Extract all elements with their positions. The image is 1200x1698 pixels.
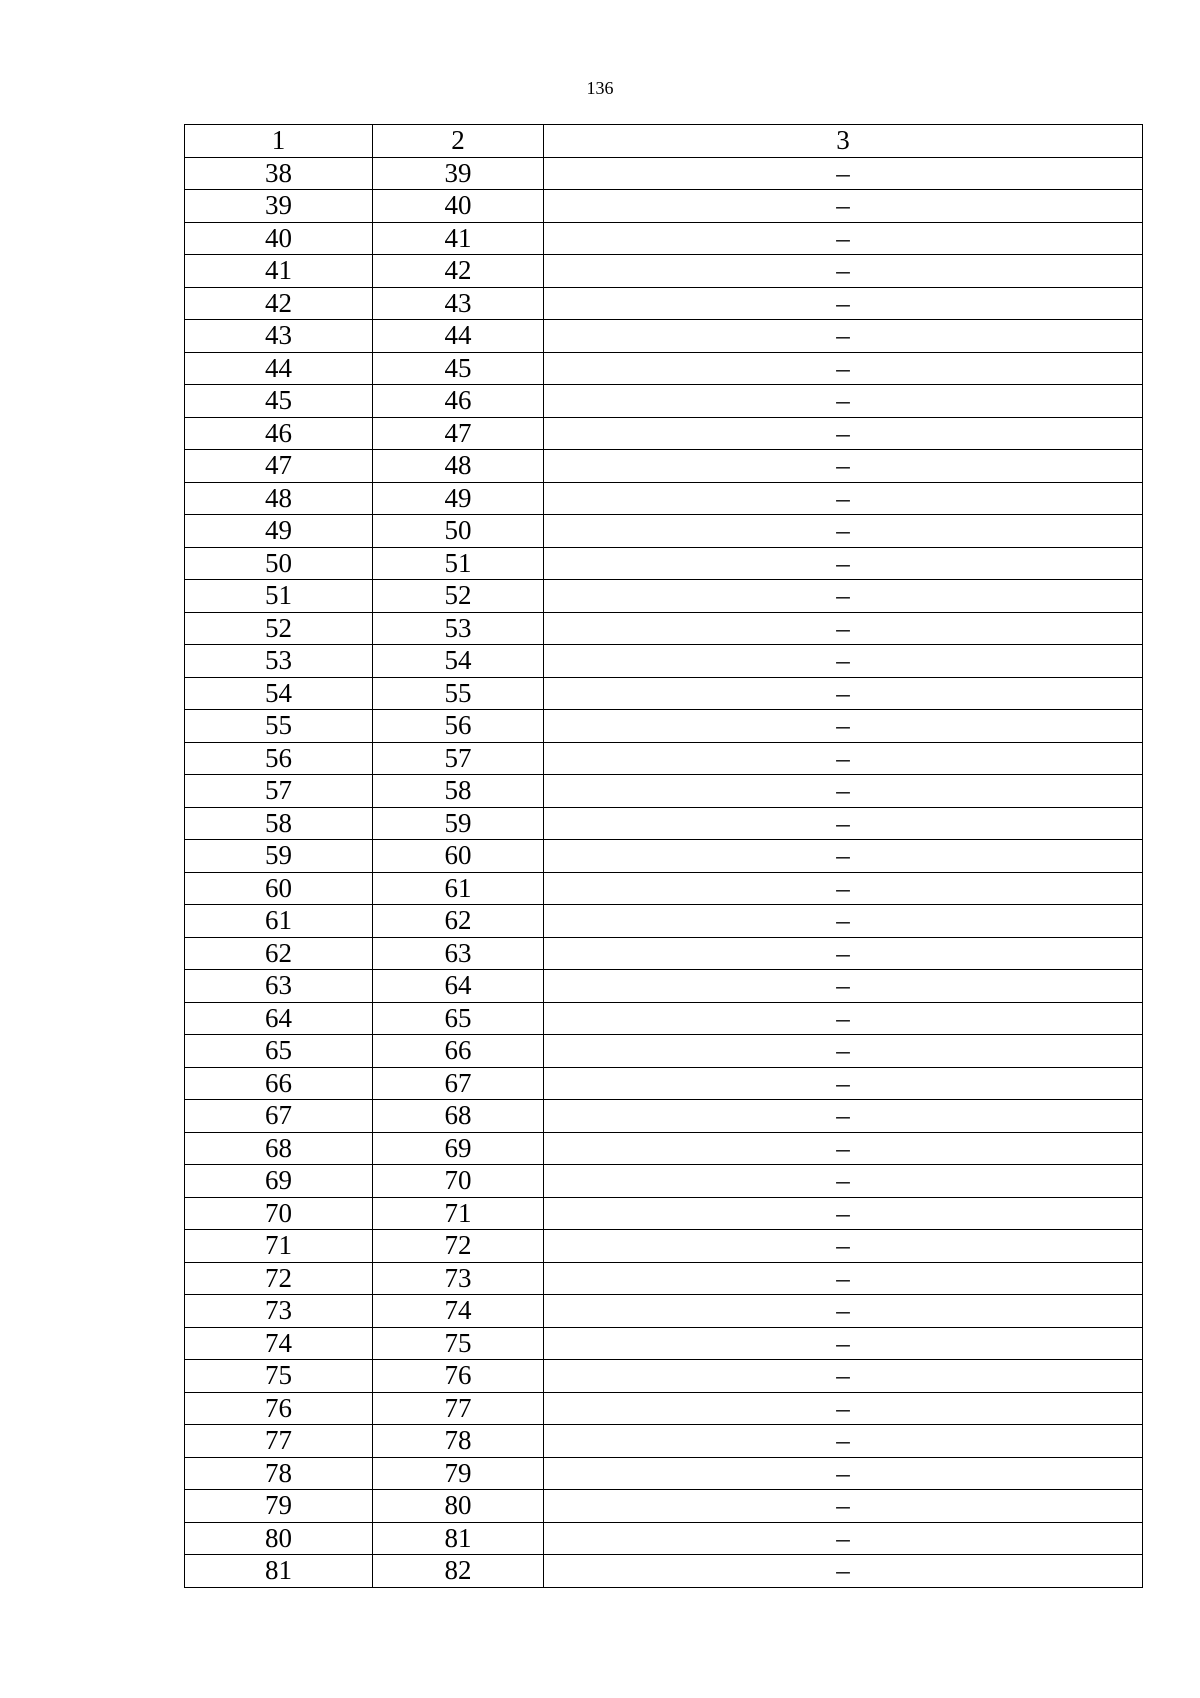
cell-col-2: 56: [373, 710, 544, 743]
table-row: [185, 1327, 1143, 1360]
cell-col-2: 64: [373, 970, 544, 1003]
cell-col-1: 80: [185, 1522, 373, 1555]
cell-col-1: 39: [185, 190, 373, 223]
cell-col-2: 65: [373, 1002, 544, 1035]
cell-col-3: –: [544, 1132, 1143, 1165]
cell-col-2: 51: [373, 547, 544, 580]
table-row: [185, 515, 1143, 548]
cell-col-2: 50: [373, 515, 544, 548]
cell-col-2: 45: [373, 352, 544, 385]
table-row: [185, 547, 1143, 580]
cell-col-2: 40: [373, 190, 544, 223]
table-row: [185, 352, 1143, 385]
table-row: [185, 1457, 1143, 1490]
table-row: [185, 645, 1143, 678]
table-row: [185, 742, 1143, 775]
table-row: [185, 287, 1143, 320]
data-table: [184, 124, 1143, 1588]
cell-col-2: 68: [373, 1100, 544, 1133]
cell-col-2: 39: [373, 157, 544, 190]
cell-col-1: 77: [185, 1425, 373, 1458]
table-row: [185, 1555, 1143, 1588]
cell-col-3: –: [544, 255, 1143, 288]
cell-col-1: 71: [185, 1230, 373, 1263]
cell-col-3: –: [544, 515, 1143, 548]
table-row: [185, 775, 1143, 808]
cell-col-2: 57: [373, 742, 544, 775]
cell-col-3: –: [544, 417, 1143, 450]
table-row: [185, 1425, 1143, 1458]
table-row: [185, 677, 1143, 710]
cell-col-1: 50: [185, 547, 373, 580]
cell-col-1: 55: [185, 710, 373, 743]
cell-col-3: –: [544, 157, 1143, 190]
cell-col-2: 75: [373, 1327, 544, 1360]
table-row: [185, 255, 1143, 288]
cell-col-2: 55: [373, 677, 544, 710]
cell-col-1: 45: [185, 385, 373, 418]
table-row: [185, 222, 1143, 255]
table-row: [185, 612, 1143, 645]
cell-col-3: –: [544, 1360, 1143, 1393]
cell-col-3: –: [544, 1490, 1143, 1523]
table-row: [185, 1295, 1143, 1328]
cell-col-3: –: [544, 677, 1143, 710]
table-row: [185, 1490, 1143, 1523]
cell-col-1: 72: [185, 1262, 373, 1295]
cell-col-2: 58: [373, 775, 544, 808]
cell-col-3: –: [544, 352, 1143, 385]
table-row: [185, 385, 1143, 418]
cell-col-3: –: [544, 1425, 1143, 1458]
cell-col-1: 75: [185, 1360, 373, 1393]
table-row: [185, 710, 1143, 743]
table-row: [185, 840, 1143, 873]
cell-col-2: 76: [373, 1360, 544, 1393]
table-row: [185, 1262, 1143, 1295]
cell-col-3: –: [544, 320, 1143, 353]
cell-col-3: –: [544, 612, 1143, 645]
table-row: [185, 1165, 1143, 1198]
cell-col-1: 49: [185, 515, 373, 548]
table-row: [185, 807, 1143, 840]
page-number: 136: [586, 78, 614, 98]
cell-col-3: –: [544, 742, 1143, 775]
cell-col-2: 77: [373, 1392, 544, 1425]
cell-col-3: –: [544, 872, 1143, 905]
column-header-3: 3: [544, 125, 1143, 158]
cell-col-3: –: [544, 937, 1143, 970]
cell-col-3: –: [544, 1230, 1143, 1263]
table-row: [185, 1132, 1143, 1165]
cell-col-3: –: [544, 1327, 1143, 1360]
table-row: [185, 482, 1143, 515]
cell-col-2: 78: [373, 1425, 544, 1458]
cell-col-2: 42: [373, 255, 544, 288]
cell-col-1: 56: [185, 742, 373, 775]
cell-col-3: –: [544, 1295, 1143, 1328]
cell-col-1: 51: [185, 580, 373, 613]
cell-col-1: 53: [185, 645, 373, 678]
cell-col-3: –: [544, 1555, 1143, 1588]
cell-col-2: 73: [373, 1262, 544, 1295]
cell-col-3: –: [544, 1067, 1143, 1100]
cell-col-1: 52: [185, 612, 373, 645]
column-header-1: 1: [185, 125, 373, 158]
table-row: [185, 1230, 1143, 1263]
cell-col-2: 69: [373, 1132, 544, 1165]
cell-col-2: 53: [373, 612, 544, 645]
cell-col-1: 44: [185, 352, 373, 385]
cell-col-2: 80: [373, 1490, 544, 1523]
cell-col-3: –: [544, 385, 1143, 418]
cell-col-3: –: [544, 1522, 1143, 1555]
cell-col-2: 54: [373, 645, 544, 678]
table-row: [185, 1035, 1143, 1068]
table-row: [185, 1100, 1143, 1133]
cell-col-3: –: [544, 450, 1143, 483]
cell-col-2: 62: [373, 905, 544, 938]
cell-col-3: –: [544, 840, 1143, 873]
cell-col-3: –: [544, 1035, 1143, 1068]
table-row: [185, 157, 1143, 190]
cell-col-1: 48: [185, 482, 373, 515]
cell-col-3: –: [544, 547, 1143, 580]
table-row: [185, 1002, 1143, 1035]
cell-col-1: 74: [185, 1327, 373, 1360]
cell-col-1: 78: [185, 1457, 373, 1490]
cell-col-3: –: [544, 287, 1143, 320]
cell-col-2: 41: [373, 222, 544, 255]
table-row: [185, 1197, 1143, 1230]
cell-col-3: –: [544, 222, 1143, 255]
cell-col-3: –: [544, 1100, 1143, 1133]
cell-col-3: –: [544, 710, 1143, 743]
cell-col-3: –: [544, 807, 1143, 840]
cell-col-2: 59: [373, 807, 544, 840]
cell-col-1: 69: [185, 1165, 373, 1198]
cell-col-1: 43: [185, 320, 373, 353]
cell-col-1: 47: [185, 450, 373, 483]
cell-col-2: 60: [373, 840, 544, 873]
cell-col-1: 63: [185, 970, 373, 1003]
cell-col-1: 38: [185, 157, 373, 190]
cell-col-2: 81: [373, 1522, 544, 1555]
table-row: [185, 1392, 1143, 1425]
cell-col-3: –: [544, 1002, 1143, 1035]
cell-col-1: 41: [185, 255, 373, 288]
cell-col-1: 66: [185, 1067, 373, 1100]
cell-col-1: 62: [185, 937, 373, 970]
table-row: [185, 1067, 1143, 1100]
cell-col-1: 54: [185, 677, 373, 710]
cell-col-3: –: [544, 1197, 1143, 1230]
cell-col-3: –: [544, 905, 1143, 938]
cell-col-3: –: [544, 1392, 1143, 1425]
cell-col-2: 46: [373, 385, 544, 418]
table-row: [185, 970, 1143, 1003]
cell-col-1: 67: [185, 1100, 373, 1133]
cell-col-3: –: [544, 1165, 1143, 1198]
cell-col-1: 76: [185, 1392, 373, 1425]
cell-col-2: 44: [373, 320, 544, 353]
cell-col-2: 70: [373, 1165, 544, 1198]
table-body: [185, 157, 1143, 1587]
cell-col-2: 63: [373, 937, 544, 970]
table-row: [185, 1360, 1143, 1393]
cell-col-2: 52: [373, 580, 544, 613]
cell-col-1: 42: [185, 287, 373, 320]
column-header-2: 2: [373, 125, 544, 158]
table-row: [185, 905, 1143, 938]
cell-col-2: 82: [373, 1555, 544, 1588]
cell-col-2: 67: [373, 1067, 544, 1100]
cell-col-3: –: [544, 482, 1143, 515]
cell-col-1: 73: [185, 1295, 373, 1328]
cell-col-2: 61: [373, 872, 544, 905]
cell-col-1: 64: [185, 1002, 373, 1035]
cell-col-2: 48: [373, 450, 544, 483]
cell-col-1: 61: [185, 905, 373, 938]
cell-col-1: 68: [185, 1132, 373, 1165]
cell-col-2: 71: [373, 1197, 544, 1230]
cell-col-2: 74: [373, 1295, 544, 1328]
cell-col-2: 47: [373, 417, 544, 450]
table-row: [185, 580, 1143, 613]
cell-col-1: 65: [185, 1035, 373, 1068]
cell-col-1: 79: [185, 1490, 373, 1523]
table-row: [185, 872, 1143, 905]
cell-col-3: –: [544, 190, 1143, 223]
cell-col-1: 40: [185, 222, 373, 255]
cell-col-3: –: [544, 970, 1143, 1003]
cell-col-3: –: [544, 775, 1143, 808]
cell-col-1: 57: [185, 775, 373, 808]
cell-col-3: –: [544, 645, 1143, 678]
cell-col-2: 49: [373, 482, 544, 515]
table-row: [185, 937, 1143, 970]
table-row: [185, 320, 1143, 353]
cell-col-3: –: [544, 1457, 1143, 1490]
cell-col-1: 81: [185, 1555, 373, 1588]
table-row: [185, 190, 1143, 223]
cell-col-2: 72: [373, 1230, 544, 1263]
cell-col-1: 58: [185, 807, 373, 840]
table-header-row: [185, 125, 1143, 158]
cell-col-1: 59: [185, 840, 373, 873]
table-row: [185, 417, 1143, 450]
cell-col-1: 46: [185, 417, 373, 450]
cell-col-2: 79: [373, 1457, 544, 1490]
cell-col-1: 70: [185, 1197, 373, 1230]
cell-col-2: 43: [373, 287, 544, 320]
cell-col-1: 60: [185, 872, 373, 905]
cell-col-3: –: [544, 580, 1143, 613]
table-row: [185, 450, 1143, 483]
cell-col-3: –: [544, 1262, 1143, 1295]
cell-col-2: 66: [373, 1035, 544, 1068]
table-row: [185, 1522, 1143, 1555]
